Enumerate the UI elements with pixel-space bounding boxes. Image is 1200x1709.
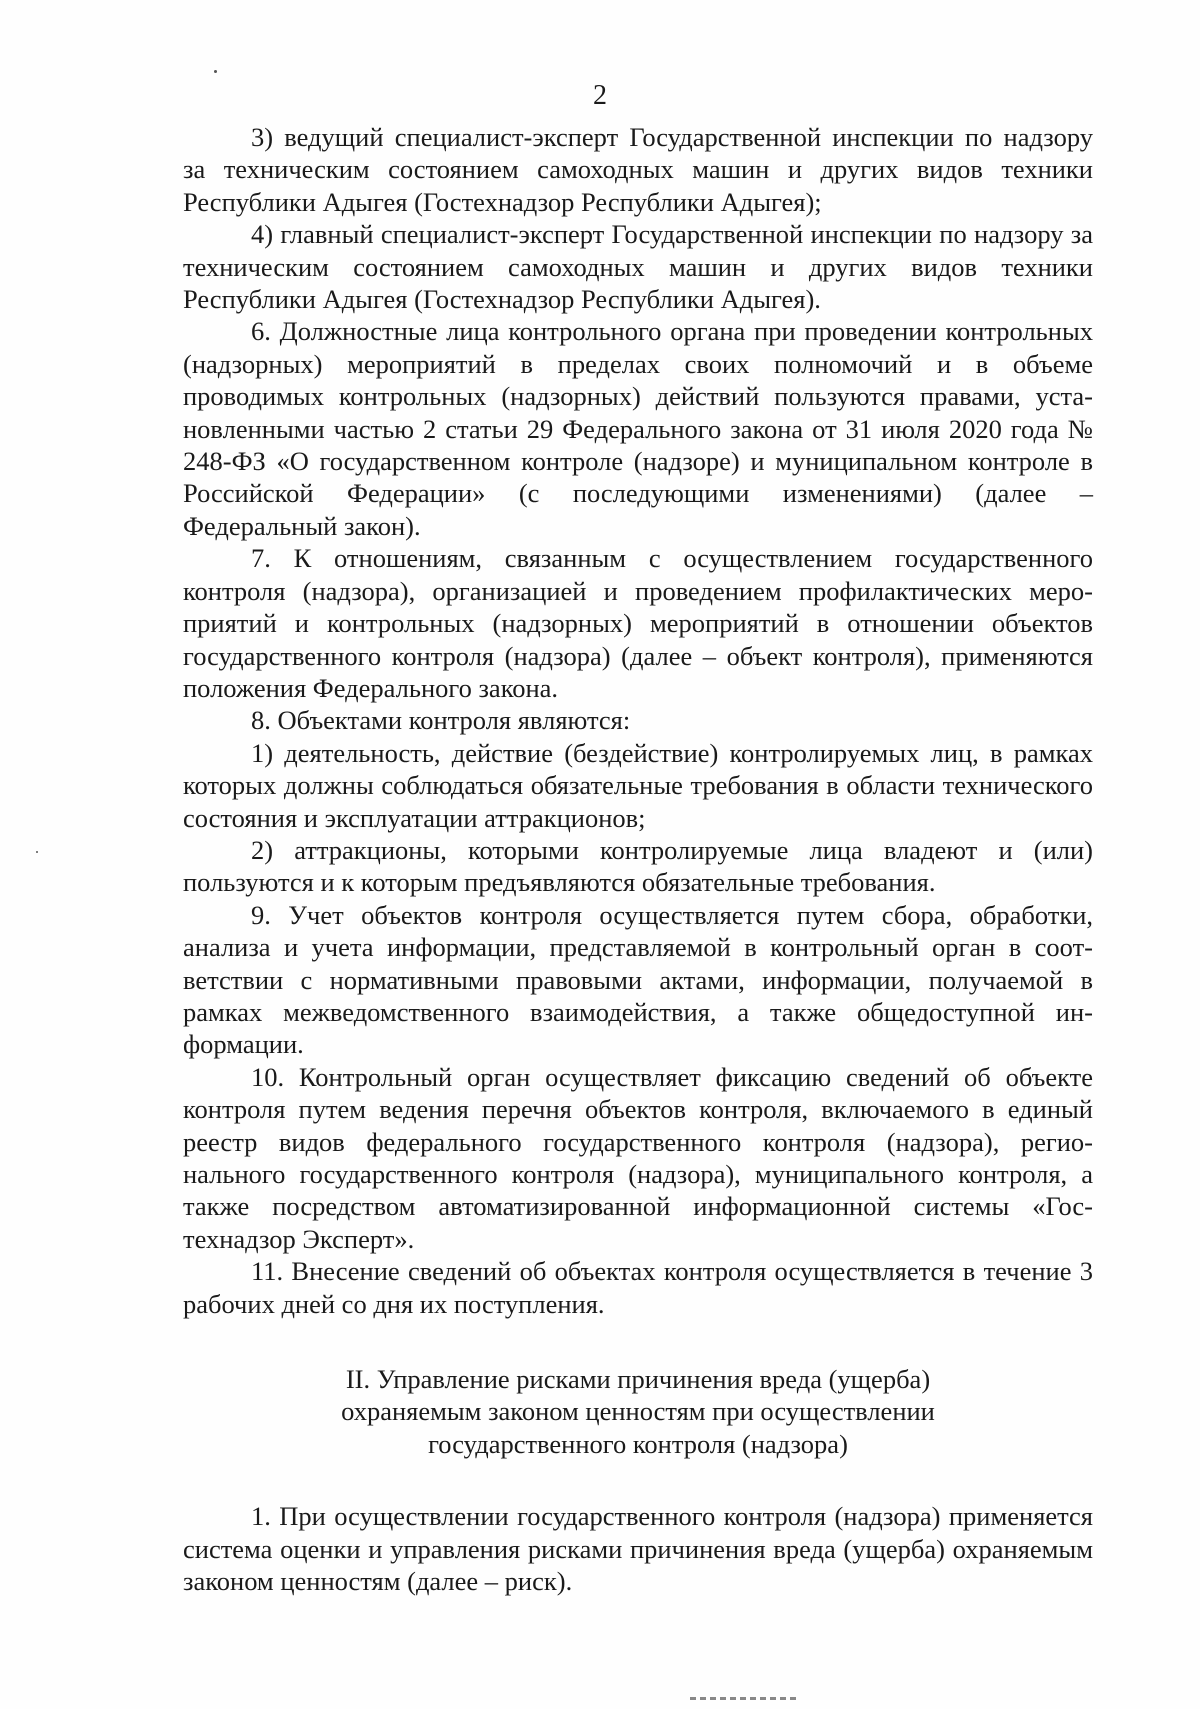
paragraph-8-item-1: 1) деятельность, действие (бездействие) контролируемых лиц, в рамках которых должны соблюдаться обязательные требования в области технического состояния и эксплуатации аттракционов; — [183, 737, 1093, 833]
section-heading-line: государственного контроля (надзора) — [428, 1428, 848, 1459]
section-paragraph-1: 1. При осуществлении государственного контроля (надзора) применяется система оценки и управления рисками причинения вреда (ущерба) охраняемым законом ценностям (далее – риск). — [183, 1501, 1093, 1597]
paragraph-8: 8. Объектами контроля являются: — [251, 705, 631, 736]
scan-speck — [36, 851, 38, 853]
section-heading-line: II. Управление рисками причинения вреда (ущерба) — [345, 1364, 931, 1395]
paragraph-11: 11. Внесение сведений об объектах контроля осуществляется в течение 3 рабочих дней со дня их поступления. — [183, 1256, 1093, 1319]
page-number: 2 — [593, 80, 607, 111]
scan-speck — [214, 70, 217, 73]
section-heading-line: охраняемым законом ценностям при осуществлении — [341, 1396, 935, 1427]
paragraph-7: 7. К отношениям, связанным с осуществлением государственного контроля (надзора), организацией и проведением профилактических мероприятий и контрольных (надзорных) мероприятий в отношении объектов государственного контроля (надзора) (далее – объект контроля), применяются положения Федерального закона. — [183, 543, 1093, 703]
scan-edge-mark — [690, 1697, 800, 1700]
paragraph-9: 9. Учет объектов контроля осуществляется путем сбора, обработки, анализа и учета информации, представляемой в контрольный орган в соответствии с нормативными правовыми актами, информации, получаемой в рамках межведомственного взаимодействия, а также общедоступной информации. — [183, 899, 1093, 1060]
paragraph-item-3: 3) ведущий специалист-эксперт Государственной инспекции по надзору за техническим состоянием самоходных машин и других видов техники Республики Адыгея (Гостехнадзор Республики Адыгея); — [183, 122, 1093, 217]
paragraph-10: 10. Контрольный орган осуществляет фиксацию сведений об объекте контроля путем ведения перечня объектов контроля, включаемого в единый реестр видов федерального государственного контроля (надзора), регионального государственного контроля (надзора), муниципального контроля, а также посредством автоматизированной информационной системы «Гостехнадзор Эксперт». — [183, 1061, 1093, 1254]
document-body — [183, 121, 1093, 1597]
paragraph-6: 6. Должностные лица контрольного органа при проведении контрольных (надзорных) мероприятий в пределах своих полномочий и в объеме проводимых контрольных (надзорных) действий пользуются правами, установленными частью 2 статьи 29 Федерального закона от 31 июля 2020 года № 248-ФЗ «О государственном контроле (надзоре) и муниципальном контроле в Российской Федерации» (с последующими изменениями) (далее – Федеральный закон). — [183, 316, 1093, 541]
section-heading — [183, 1363, 1093, 1460]
paragraph-8-item-2: 2) аттракционы, которыми контролируемые лица владеют и (или) пользуются и к которым предъявляются обязательные требования. — [183, 834, 1093, 898]
paragraph-item-4: 4) главный специалист-эксперт Государственной инспекции по надзору за техническим состоянием самоходных машин и других видов техники Республики Адыгея (Гостехнадзор Республики Адыгея). — [183, 219, 1093, 315]
